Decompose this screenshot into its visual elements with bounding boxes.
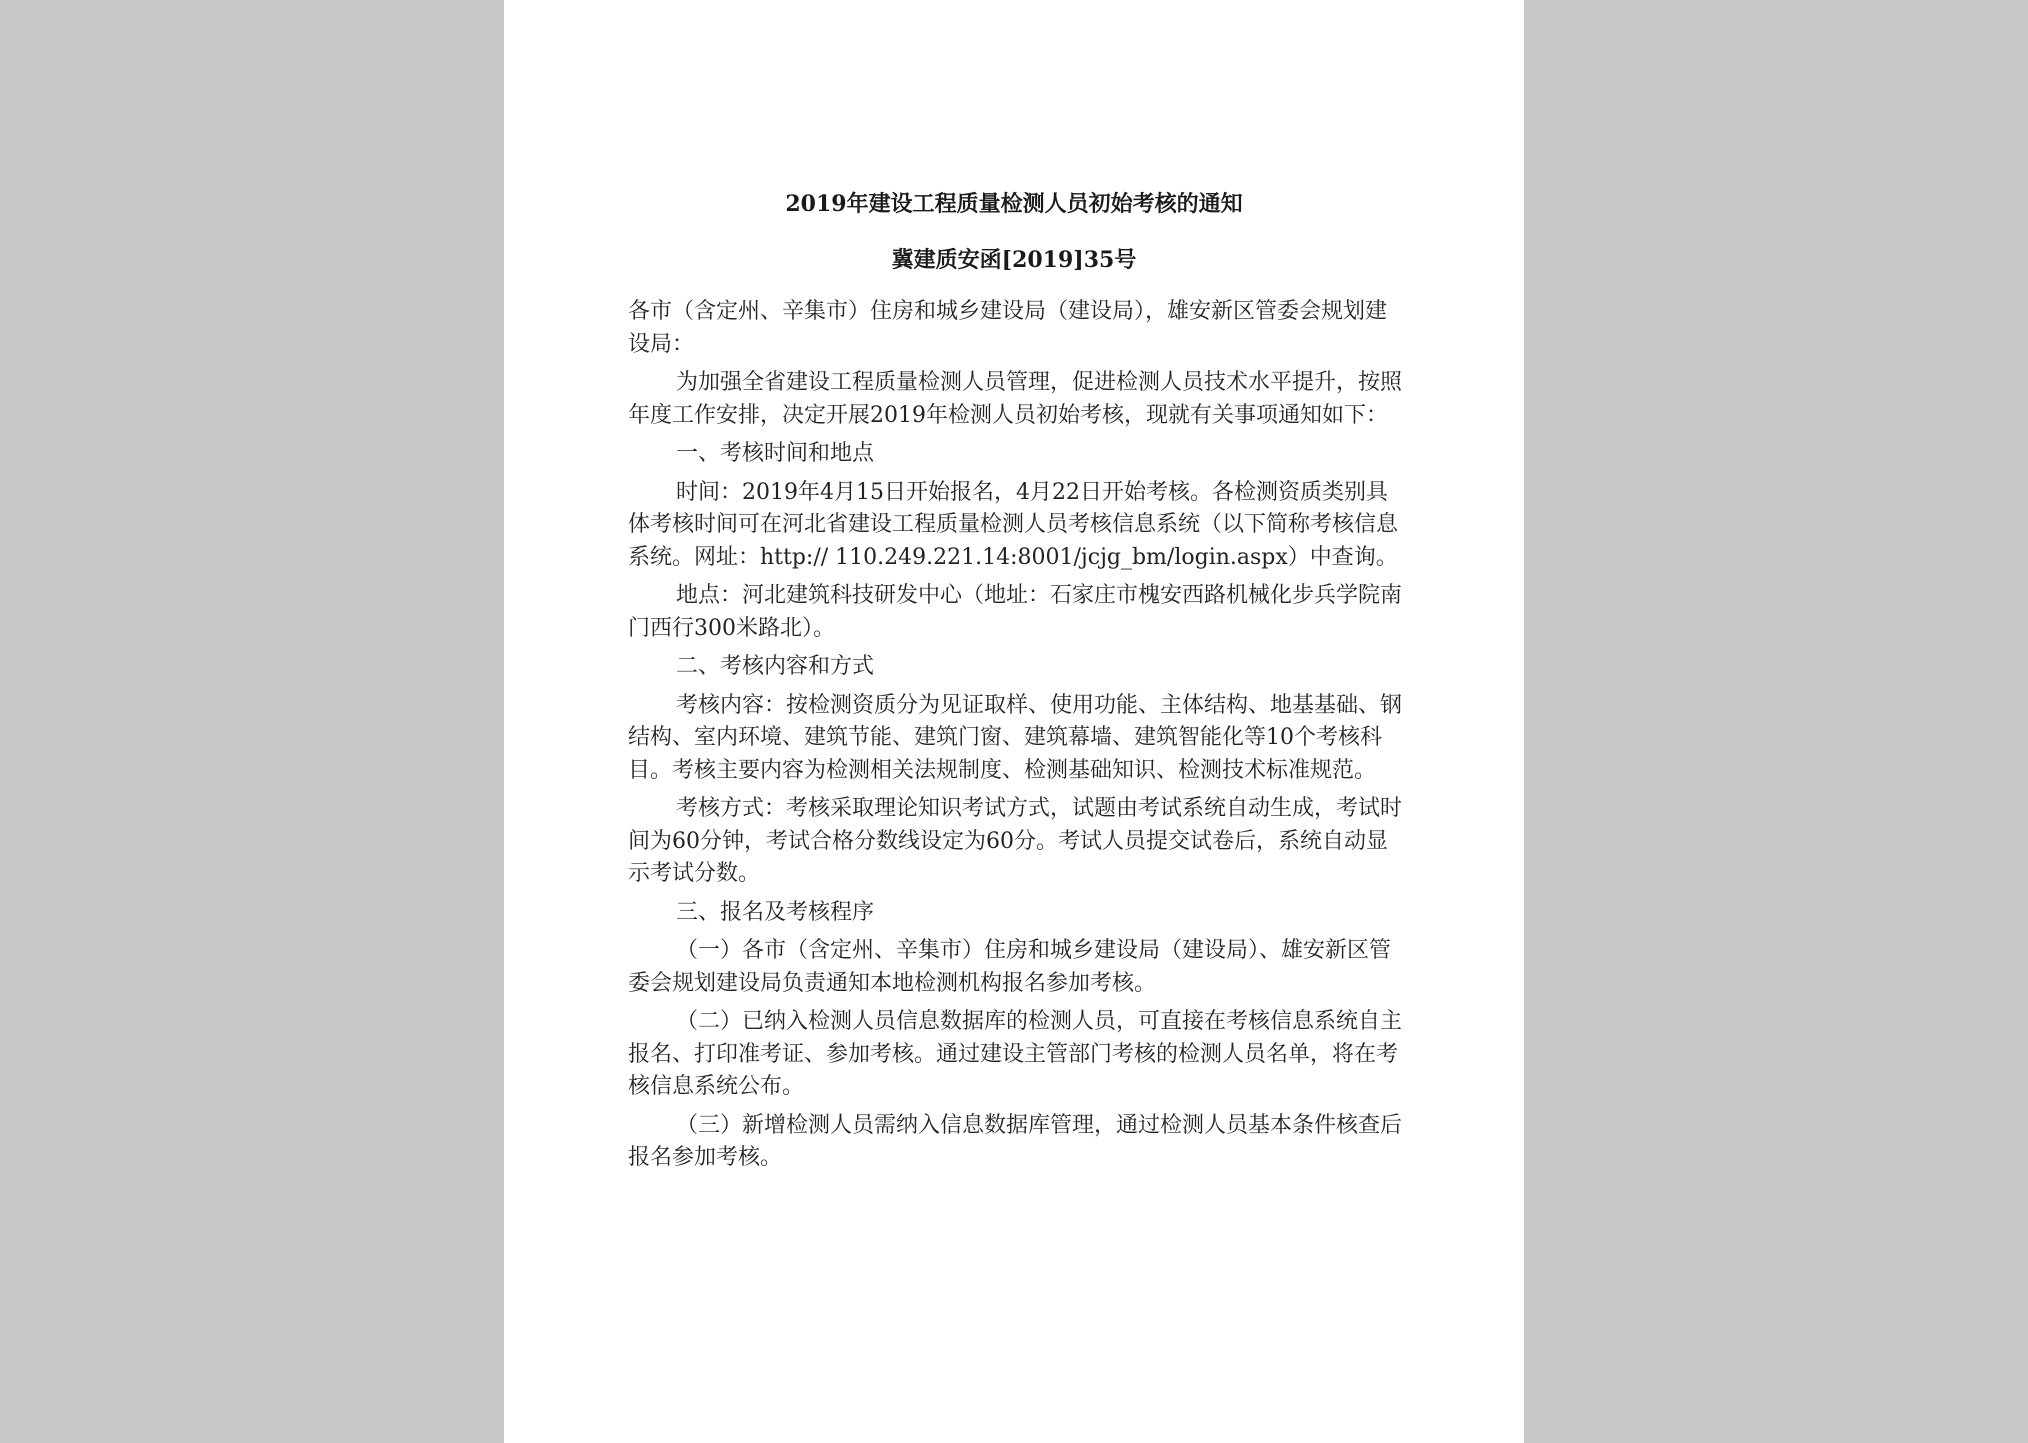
paragraph-procedure-1: （一）各市（含定州、辛集市）住房和城乡建设局（建设局）、雄安新区管委会规划建设局负责通知本地检测机构报名参加考核。 xyxy=(628,938,1392,996)
section-heading-procedure: 三、报名及考核程序 xyxy=(676,899,875,925)
section-heading-time-place: 一、考核时间和地点 xyxy=(676,441,875,466)
paragraph-place: 地点：河北建筑科技研发中心（地址：石家庄市槐安西路机械化步兵学院南门西行300米路北）。 xyxy=(628,583,1403,641)
document-body xyxy=(628,296,1406,1181)
salutation: 各市（含定州、辛集市）住房和城乡建设局（建设局），雄安新区管委会规划建设局： xyxy=(628,299,1388,357)
paragraph-content: 考核内容：按检测资质分为见证取样、使用功能、主体结构、地基基础、钢结构、室内环境、建筑节能、建筑门窗、建筑幕墙、建筑智能化等10个考核科目。考核主要内容为检测相关法规制度、检测基础知识、检测技术标准规范。 xyxy=(628,692,1403,783)
paragraph-procedure-2: （二）已纳入检测人员信息数据库的检测人员，可直接在考核信息系统自主报名、打印准考证、参加考核。通过建设主管部门考核的检测人员名单，将在考核信息系统公布。 xyxy=(628,1009,1403,1099)
paragraph-method: 考核方式：考核采取理论知识考试方式，试题由考试系统自动生成，考试时间为60分钟，考试合格分数线设定为60分。考试人员提交试卷后，系统自动显示考试分数。 xyxy=(628,796,1403,886)
paragraph-intro: 为加强全省建设工程质量检测人员管理，促进检测人员技术水平提升，按照年度工作安排，决定开展2019年检测人员初始考核，现就有关事项通知如下： xyxy=(628,370,1403,428)
paragraph-time: 时间：2019年4月15日开始报名，4月22日开始考核。各检测资质类别具体考核时间可在河北省建设工程质量检测人员考核信息系统（以下简称考核信息系统。网址：http:// 110.249.221.14:8001/jcjg_bm/login.aspx）中查询。 xyxy=(628,479,1399,570)
document-title: 2019年建设工程质量检测人员初始考核的通知 xyxy=(785,191,1243,217)
paragraph-procedure-3: （三）新增检测人员需纳入信息数据库管理，通过检测人员基本条件核查后报名参加考核。 xyxy=(628,1112,1403,1170)
document-number: 冀建质安函[2019]35号 xyxy=(891,247,1137,273)
document-page xyxy=(504,0,1524,1443)
section-heading-content-method: 二、考核内容和方式 xyxy=(676,654,875,679)
